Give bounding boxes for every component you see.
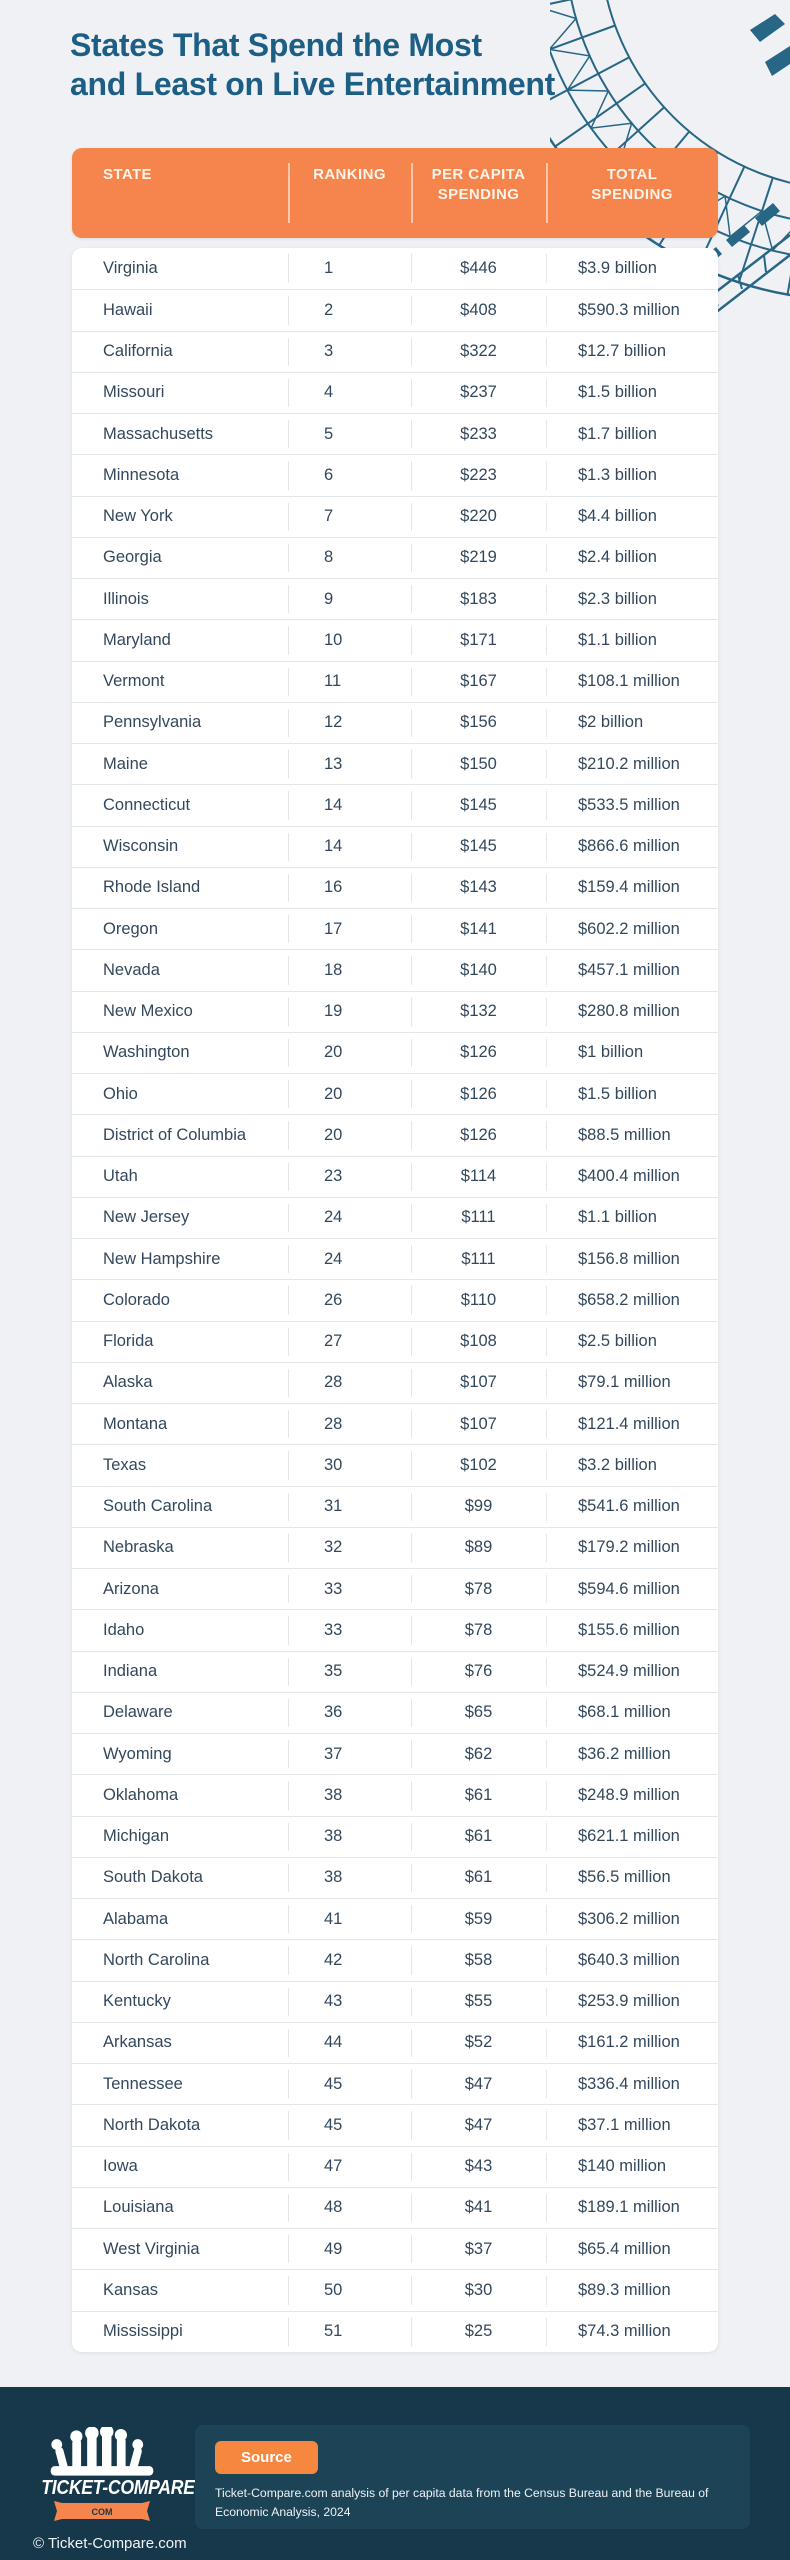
table-row [72, 784, 718, 825]
cell-total-spending: $108.1 million [546, 662, 718, 702]
cell-state: Arkansas [103, 2033, 172, 2052]
cell-state: New Jersey [103, 1208, 190, 1227]
cell-state: Kentucky [103, 1992, 171, 2011]
cell-per-capita-spending: $322 [411, 332, 546, 372]
cell-state: New Hampshire [103, 1249, 221, 1268]
cell-per-capita-spending: $61 [411, 1775, 546, 1815]
cell-ranking: 4 [288, 373, 411, 413]
cell-ranking: 35 [288, 1652, 411, 1692]
cell-state: Tennessee [103, 2074, 183, 2093]
cell-per-capita-spending: $171 [411, 620, 546, 660]
cell-ranking: 24 [288, 1198, 411, 1238]
cell-total-spending: $155.6 million [546, 1610, 718, 1650]
cell-per-capita-spending: $126 [411, 1074, 546, 1114]
cell-per-capita-spending: $65 [411, 1693, 546, 1733]
cell-state: Indiana [103, 1662, 158, 1681]
cell-per-capita-spending: $145 [411, 827, 546, 867]
cell-ranking: 31 [288, 1487, 411, 1527]
table-row [72, 1197, 718, 1238]
cell-state: Wyoming [103, 1744, 172, 1763]
table-row [72, 991, 718, 1032]
cell-per-capita-spending: $150 [411, 744, 546, 784]
cell-ranking: 14 [288, 827, 411, 867]
cell-total-spending: $2.5 billion [546, 1322, 718, 1362]
cell-total-spending: $3.9 billion [546, 248, 718, 289]
cell-total-spending: $161.2 million [546, 2023, 718, 2063]
cell-per-capita-spending: $58 [411, 1940, 546, 1980]
cell-state: Massachusetts [103, 424, 214, 443]
cell-state: Montana [103, 1414, 168, 1433]
table-row [72, 1321, 718, 1362]
table-row [72, 1444, 718, 1485]
table-row [72, 1279, 718, 1320]
table-row [72, 1857, 718, 1898]
cell-ranking: 48 [288, 2188, 411, 2228]
logo-com-ribbon [54, 2501, 150, 2521]
cell-state: Wisconsin [103, 837, 179, 856]
cell-ranking: 33 [288, 1569, 411, 1609]
table-row [72, 372, 718, 413]
cell-total-spending: $189.1 million [546, 2188, 718, 2228]
cell-total-spending: $56.5 million [546, 1858, 718, 1898]
table-row [72, 826, 718, 867]
cell-total-spending: $658.2 million [546, 1280, 718, 1320]
cell-state: Mississippi [103, 2322, 183, 2341]
cell-state: Utah [103, 1167, 138, 1186]
cell-ranking: 43 [288, 1982, 411, 2022]
cell-total-spending: $400.4 million [546, 1157, 718, 1197]
cell-per-capita-spending: $47 [411, 2105, 546, 2145]
table-row [72, 1238, 718, 1279]
table-row [72, 2063, 718, 2104]
cell-per-capita-spending: $59 [411, 1899, 546, 1939]
table-row [72, 1114, 718, 1155]
cell-state: Iowa [103, 2157, 138, 2176]
cell-state: Nevada [103, 960, 160, 979]
table-row [72, 867, 718, 908]
cell-state: Virginia [103, 259, 158, 278]
cell-per-capita-spending: $78 [411, 1569, 546, 1609]
table-row [72, 578, 718, 619]
cell-state: Michigan [103, 1827, 170, 1846]
cell-state: Oregon [103, 919, 159, 938]
cell-state: Alabama [103, 1909, 169, 1928]
table-row [72, 1156, 718, 1197]
cell-total-spending: $253.9 million [546, 1982, 718, 2022]
footer [0, 2387, 790, 2560]
source-panel [195, 2425, 750, 2529]
cell-ranking: 8 [288, 538, 411, 578]
cell-per-capita-spending: $156 [411, 703, 546, 743]
ticket-compare-logo [33, 2427, 195, 2552]
title-line-1: States That Spend the Most [70, 27, 482, 63]
table-row [72, 1362, 718, 1403]
cell-ranking: 45 [288, 2064, 411, 2104]
cell-ranking: 20 [288, 1033, 411, 1073]
cell-total-spending: $65.4 million [546, 2229, 718, 2269]
cell-ranking: 12 [288, 703, 411, 743]
source-text: Ticket-Compare.com analysis of per capita data from the Census Bureau and the Bureau of Economic Analysis, 2024 [215, 2486, 709, 2519]
cell-total-spending: $74.3 million [546, 2312, 718, 2352]
cell-total-spending: $524.9 million [546, 1652, 718, 1692]
cell-ranking: 28 [288, 1404, 411, 1444]
cell-ranking: 51 [288, 2312, 411, 2352]
table-row [72, 2022, 718, 2063]
cell-state: Kansas [103, 2280, 159, 2299]
cell-state: Arizona [103, 1579, 159, 1598]
cell-state: Florida [103, 1332, 154, 1351]
cell-ranking: 19 [288, 992, 411, 1032]
table-row [72, 248, 718, 289]
cell-state: Connecticut [103, 795, 191, 814]
cell-state: North Dakota [103, 2115, 201, 2134]
table-row [72, 2269, 718, 2310]
cell-total-spending: $1 billion [546, 1033, 718, 1073]
table-row [72, 2104, 718, 2145]
cell-per-capita-spending: $143 [411, 868, 546, 908]
cell-ranking: 3 [288, 332, 411, 372]
cell-total-spending: $336.4 million [546, 2064, 718, 2104]
cell-ranking: 18 [288, 950, 411, 990]
table-row [72, 1486, 718, 1527]
cell-total-spending: $2.4 billion [546, 538, 718, 578]
table-row [72, 1981, 718, 2022]
cell-per-capita-spending: $446 [411, 248, 546, 289]
cell-state: California [103, 342, 173, 361]
table-body [72, 248, 718, 2352]
cell-per-capita-spending: $219 [411, 538, 546, 578]
cell-ranking: 37 [288, 1734, 411, 1774]
cell-ranking: 45 [288, 2105, 411, 2145]
cell-state: Nebraska [103, 1538, 174, 1557]
cell-total-spending: $3.2 billion [546, 1445, 718, 1485]
cell-per-capita-spending: $233 [411, 414, 546, 454]
table-row [72, 1774, 718, 1815]
cell-total-spending: $179.2 million [546, 1528, 718, 1568]
cell-state: Oklahoma [103, 1785, 179, 1804]
cell-state: Missouri [103, 383, 165, 402]
cell-ranking: 38 [288, 1817, 411, 1857]
cell-per-capita-spending: $223 [411, 455, 546, 495]
cell-ranking: 36 [288, 1693, 411, 1733]
cell-ranking: 41 [288, 1899, 411, 1939]
cell-ranking: 26 [288, 1280, 411, 1320]
cell-total-spending: $4.4 billion [546, 497, 718, 537]
cell-total-spending: $68.1 million [546, 1693, 718, 1733]
cell-total-spending: $88.5 million [546, 1115, 718, 1155]
table-row [72, 661, 718, 702]
table-row [72, 331, 718, 372]
cell-total-spending: $210.2 million [546, 744, 718, 784]
cell-state: Hawaii [103, 300, 153, 319]
table-row [72, 908, 718, 949]
cell-total-spending: $121.4 million [546, 1404, 718, 1444]
cell-per-capita-spending: $61 [411, 1858, 546, 1898]
cell-state: Pennsylvania [103, 713, 202, 732]
cell-per-capita-spending: $183 [411, 579, 546, 619]
cell-total-spending: $36.2 million [546, 1734, 718, 1774]
cell-state: Georgia [103, 548, 162, 567]
cell-total-spending: $156.8 million [546, 1239, 718, 1279]
cell-total-spending: $594.6 million [546, 1569, 718, 1609]
cell-ranking: 17 [288, 909, 411, 949]
cell-ranking: 20 [288, 1115, 411, 1155]
cell-state: Delaware [103, 1703, 173, 1722]
cell-per-capita-spending: $140 [411, 950, 546, 990]
cell-total-spending: $621.1 million [546, 1817, 718, 1857]
cell-per-capita-spending: $167 [411, 662, 546, 702]
cell-state: Texas [103, 1455, 147, 1474]
table-row [72, 1568, 718, 1609]
table-row [72, 1651, 718, 1692]
table-row [72, 537, 718, 578]
cell-ranking: 7 [288, 497, 411, 537]
cell-ranking: 49 [288, 2229, 411, 2269]
title-line-2: and Least on Live Entertainment [70, 66, 556, 102]
cell-ranking: 24 [288, 1239, 411, 1279]
table-row [72, 1898, 718, 1939]
cell-per-capita-spending: $110 [411, 1280, 546, 1320]
cell-ranking: 33 [288, 1610, 411, 1650]
cell-per-capita-spending: $141 [411, 909, 546, 949]
cell-state: Colorado [103, 1290, 170, 1309]
cell-per-capita-spending: $111 [411, 1239, 546, 1279]
cell-total-spending: $280.8 million [546, 992, 718, 1032]
cell-state: New Mexico [103, 1002, 193, 1021]
table-row [72, 1939, 718, 1980]
cell-ranking: 20 [288, 1074, 411, 1114]
cell-total-spending: $89.3 million [546, 2270, 718, 2310]
cell-state: Maryland [103, 630, 171, 649]
cell-ranking: 5 [288, 414, 411, 454]
cell-state: Rhode Island [103, 878, 201, 897]
table-row [72, 743, 718, 784]
cell-state: Louisiana [103, 2198, 174, 2217]
table-header [72, 148, 718, 238]
cell-total-spending: $457.1 million [546, 950, 718, 990]
cell-per-capita-spending: $102 [411, 1445, 546, 1485]
table-row [72, 1032, 718, 1073]
table-row [72, 1816, 718, 1857]
logo-com-text: COM [91, 2507, 113, 2517]
cell-per-capita-spending: $126 [411, 1033, 546, 1073]
cell-total-spending: $866.6 million [546, 827, 718, 867]
cell-per-capita-spending: $78 [411, 1610, 546, 1650]
crowd-fists-icon [42, 2427, 162, 2481]
cell-ranking: 16 [288, 868, 411, 908]
cell-per-capita-spending: $237 [411, 373, 546, 413]
cell-total-spending: $248.9 million [546, 1775, 718, 1815]
cell-total-spending: $79.1 million [546, 1363, 718, 1403]
cell-state: District of Columbia [103, 1125, 247, 1144]
cell-state: Illinois [103, 589, 149, 608]
table-row [72, 1073, 718, 1114]
cell-ranking: 23 [288, 1157, 411, 1197]
copyright-text: © Ticket-Compare.com [33, 2535, 187, 2552]
cell-total-spending: $1.3 billion [546, 455, 718, 495]
cell-ranking: 27 [288, 1322, 411, 1362]
header-per-capita-spending: PER CAPITA SPENDING [411, 148, 546, 238]
table-row [72, 1527, 718, 1568]
table-row [72, 2311, 718, 2352]
cell-ranking: 1 [288, 248, 411, 289]
cell-ranking: 38 [288, 1775, 411, 1815]
cell-ranking: 14 [288, 785, 411, 825]
cell-total-spending: $533.5 million [546, 785, 718, 825]
cell-per-capita-spending: $99 [411, 1487, 546, 1527]
table-row [72, 1609, 718, 1650]
cell-per-capita-spending: $408 [411, 290, 546, 330]
cell-per-capita-spending: $114 [411, 1157, 546, 1197]
cell-per-capita-spending: $30 [411, 2270, 546, 2310]
header-ranking: RANKING [288, 148, 411, 238]
table-row [72, 1403, 718, 1444]
cell-total-spending: $602.2 million [546, 909, 718, 949]
cell-state: Alaska [103, 1373, 153, 1392]
cell-ranking: 2 [288, 290, 411, 330]
cell-total-spending: $1.1 billion [546, 1198, 718, 1238]
cell-ranking: 38 [288, 1858, 411, 1898]
cell-state: New York [103, 507, 173, 526]
cell-ranking: 6 [288, 455, 411, 495]
cell-state: West Virginia [103, 2239, 200, 2258]
cell-ranking: 28 [288, 1363, 411, 1403]
cell-per-capita-spending: $41 [411, 2188, 546, 2228]
cell-ranking: 10 [288, 620, 411, 660]
cell-per-capita-spending: $52 [411, 2023, 546, 2063]
cell-state: Vermont [103, 672, 165, 691]
cell-per-capita-spending: $107 [411, 1363, 546, 1403]
cell-total-spending: $2.3 billion [546, 579, 718, 619]
cell-state: Maine [103, 754, 148, 773]
header-total-spending: TOTAL SPENDING [546, 148, 718, 238]
cell-total-spending: $1.1 billion [546, 620, 718, 660]
header-state: STATE [103, 166, 152, 183]
table-row [72, 2187, 718, 2228]
source-button[interactable]: Source [215, 2441, 318, 2474]
cell-state: Minnesota [103, 465, 180, 484]
cell-ranking: 50 [288, 2270, 411, 2310]
cell-total-spending: $1.7 billion [546, 414, 718, 454]
cell-state: Ohio [103, 1084, 138, 1103]
cell-per-capita-spending: $108 [411, 1322, 546, 1362]
cell-per-capita-spending: $37 [411, 2229, 546, 2269]
cell-state: South Dakota [103, 1868, 203, 1887]
cell-per-capita-spending: $132 [411, 992, 546, 1032]
cell-per-capita-spending: $47 [411, 2064, 546, 2104]
cell-total-spending: $1.5 billion [546, 1074, 718, 1114]
table-row [72, 2228, 718, 2269]
cell-ranking: 47 [288, 2147, 411, 2187]
table-row [72, 1692, 718, 1733]
cell-total-spending: $306.2 million [546, 1899, 718, 1939]
cell-per-capita-spending: $89 [411, 1528, 546, 1568]
cell-ranking: 32 [288, 1528, 411, 1568]
cell-ranking: 44 [288, 2023, 411, 2063]
table-row [72, 619, 718, 660]
cell-per-capita-spending: $145 [411, 785, 546, 825]
cell-state: North Carolina [103, 1950, 210, 1969]
cell-total-spending: $2 billion [546, 703, 718, 743]
cell-total-spending: $140 million [546, 2147, 718, 2187]
cell-per-capita-spending: $107 [411, 1404, 546, 1444]
cell-per-capita-spending: $43 [411, 2147, 546, 2187]
cell-per-capita-spending: $111 [411, 1198, 546, 1238]
table-row [72, 496, 718, 537]
cell-per-capita-spending: $55 [411, 1982, 546, 2022]
page-title [70, 26, 555, 104]
cell-ranking: 9 [288, 579, 411, 619]
cell-per-capita-spending: $62 [411, 1734, 546, 1774]
cell-total-spending: $640.3 million [546, 1940, 718, 1980]
cell-total-spending: $12.7 billion [546, 332, 718, 372]
logo-wordmark: TICKET-COMPARE [41, 2477, 195, 2499]
table-row [72, 702, 718, 743]
cell-total-spending: $37.1 million [546, 2105, 718, 2145]
table-row [72, 1733, 718, 1774]
cell-per-capita-spending: $220 [411, 497, 546, 537]
cell-ranking: 11 [288, 662, 411, 702]
cell-state: Idaho [103, 1620, 145, 1639]
table-row [72, 949, 718, 990]
table-row [72, 289, 718, 330]
cell-per-capita-spending: $61 [411, 1817, 546, 1857]
cell-ranking: 42 [288, 1940, 411, 1980]
cell-total-spending: $541.6 million [546, 1487, 718, 1527]
cell-state: Washington [103, 1043, 190, 1062]
cell-per-capita-spending: $25 [411, 2312, 546, 2352]
cell-per-capita-spending: $126 [411, 1115, 546, 1155]
cell-ranking: 30 [288, 1445, 411, 1485]
table-row [72, 454, 718, 495]
cell-total-spending: $590.3 million [546, 290, 718, 330]
cell-per-capita-spending: $76 [411, 1652, 546, 1692]
cell-total-spending: $1.5 billion [546, 373, 718, 413]
table-row [72, 2146, 718, 2187]
table-row [72, 413, 718, 454]
cell-total-spending: $159.4 million [546, 868, 718, 908]
cell-ranking: 13 [288, 744, 411, 784]
cell-state: South Carolina [103, 1497, 213, 1516]
